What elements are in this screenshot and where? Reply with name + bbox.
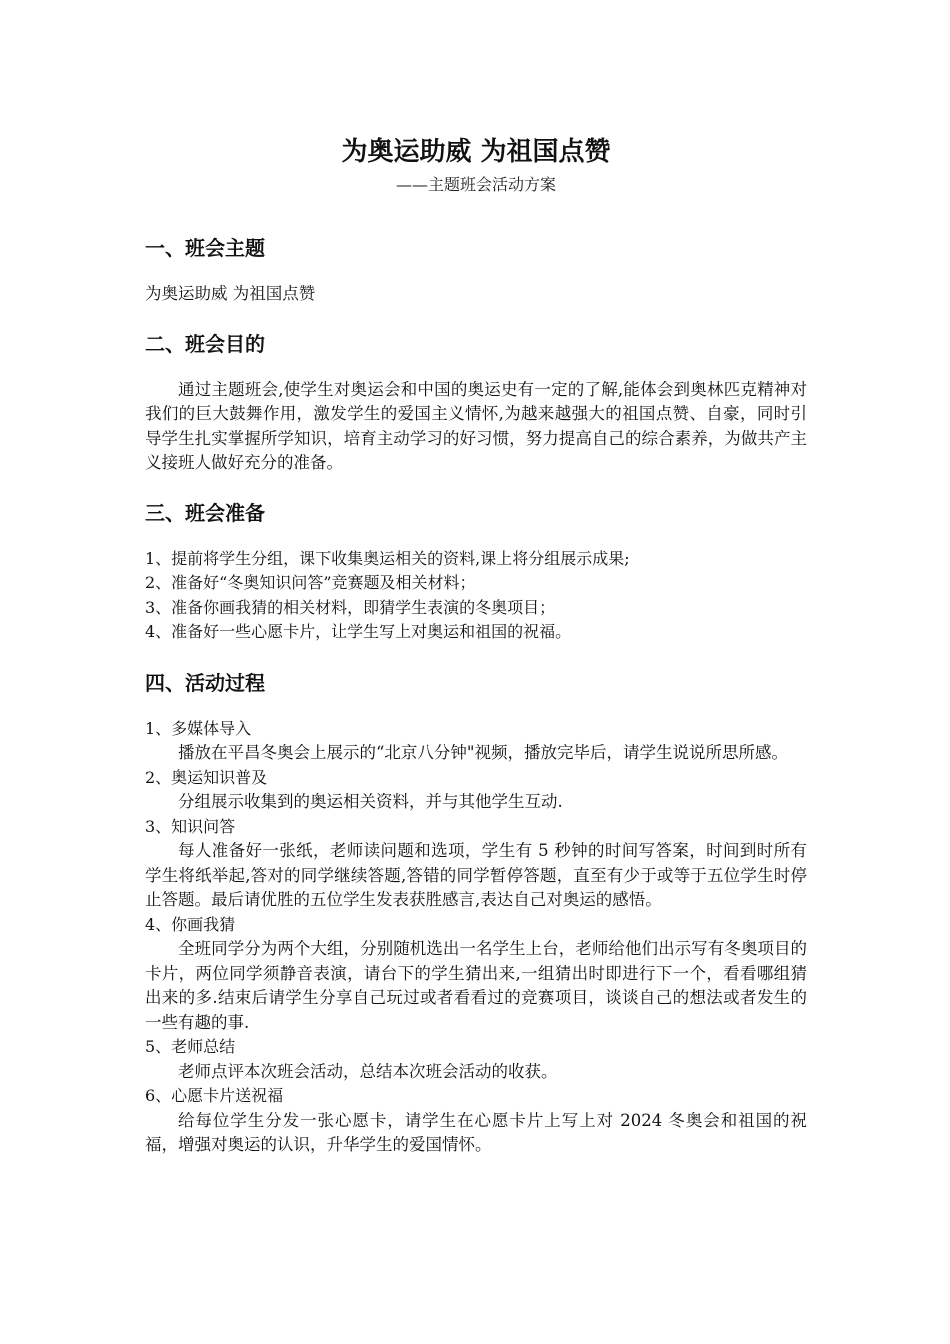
step-text: 老师点评本次班会活动，总结本次班会活动的收获。 <box>178 1061 558 1081</box>
section-heading-process: 四、活动过程 <box>145 670 265 695</box>
document-content <box>145 134 807 1158</box>
section-body-purpose: 通过主题班会,使学生对奥运会和中国的奥运史有一定的了解,能体会到奥林匹克精神对我们的巨大鼓舞作用，激发学生的爱国主义情怀,为越来越强大的祖国点赞、自豪，同时引导学生扎实掌握所学知识，培育主动学习的好习惯，努力提高自己的综合素养，为做共产主义接班人做好充分的准备。 <box>145 379 807 472</box>
list-item: 3、准备你画我猜的相关材料，即猜学生表演的冬奥项目； <box>145 597 556 617</box>
document-subtitle: ——主题班会活动方案 <box>395 175 556 194</box>
step-text: 分组展示收集到的奥运相关资料，并与其他学生互动. <box>178 792 563 811</box>
step-label: 2、奥运知识普及 <box>145 767 268 787</box>
process-steps <box>145 717 807 1158</box>
step-text: 每人准备好一张纸，老师读问题和选项，学生有 5 秒钟的时间写答案，时间到时所有学生将纸举起,答对的同学继续答题,答错的同学暂停答题，直至有少于或等于五位学生时停止答题。最后请优胜的五位学生发表获胜感言,表达自己对奥运的感悟。 <box>145 841 807 909</box>
step-label: 3、知识问答 <box>145 816 236 836</box>
step-label: 5、老师总结 <box>145 1037 236 1056</box>
list-item: 2、准备好“冬奥知识问答”竞赛题及相关材料； <box>145 573 476 592</box>
step-label: 1、多媒体导入 <box>145 718 252 738</box>
list-item: 4、准备好一些心愿卡片，让学生写上对奥运和祖国的祝福。 <box>145 622 572 641</box>
step-label: 4、你画我猜 <box>145 914 236 934</box>
document-title: 为奥运助威 为祖国点赞 <box>341 137 611 167</box>
preparation-list <box>145 547 807 645</box>
section-body-theme: 为奥运助威 为祖国点赞 <box>145 284 316 303</box>
section-heading-purpose: 二、班会目的 <box>145 331 265 356</box>
section-heading-theme: 一、班会主题 <box>145 236 265 260</box>
step-text: 全班同学分为两个大组，分别随机选出一名学生上台，老师给他们出示写有冬奥项目的卡片，两位同学须静音表演，请台下的学生猜出来,一组猜出时即进行下一个，看看哪组猜出来的多.结束后请学生分享自己玩过或者看看过的竞赛项目，谈谈自己的想法或者发生的一些有趣的事. <box>145 939 807 1032</box>
section-heading-preparation: 三、班会准备 <box>145 500 265 525</box>
step-label: 6、心愿卡片送祝福 <box>145 1086 284 1105</box>
list-item: 1、提前将学生分组，课下收集奥运相关的资料,课上将分组展示成果; <box>145 548 630 568</box>
step-text: 播放在平昌冬奥会上展示的“北京八分钟"视频，播放完毕后，请学生说说所思所感。 <box>178 743 789 762</box>
step-text: 给每位学生分发一张心愿卡，请学生在心愿卡片上写上对 2024 冬奥会和祖国的祝福，增强对奥运的认识，升华学生的爱国情怀。 <box>145 1110 807 1154</box>
